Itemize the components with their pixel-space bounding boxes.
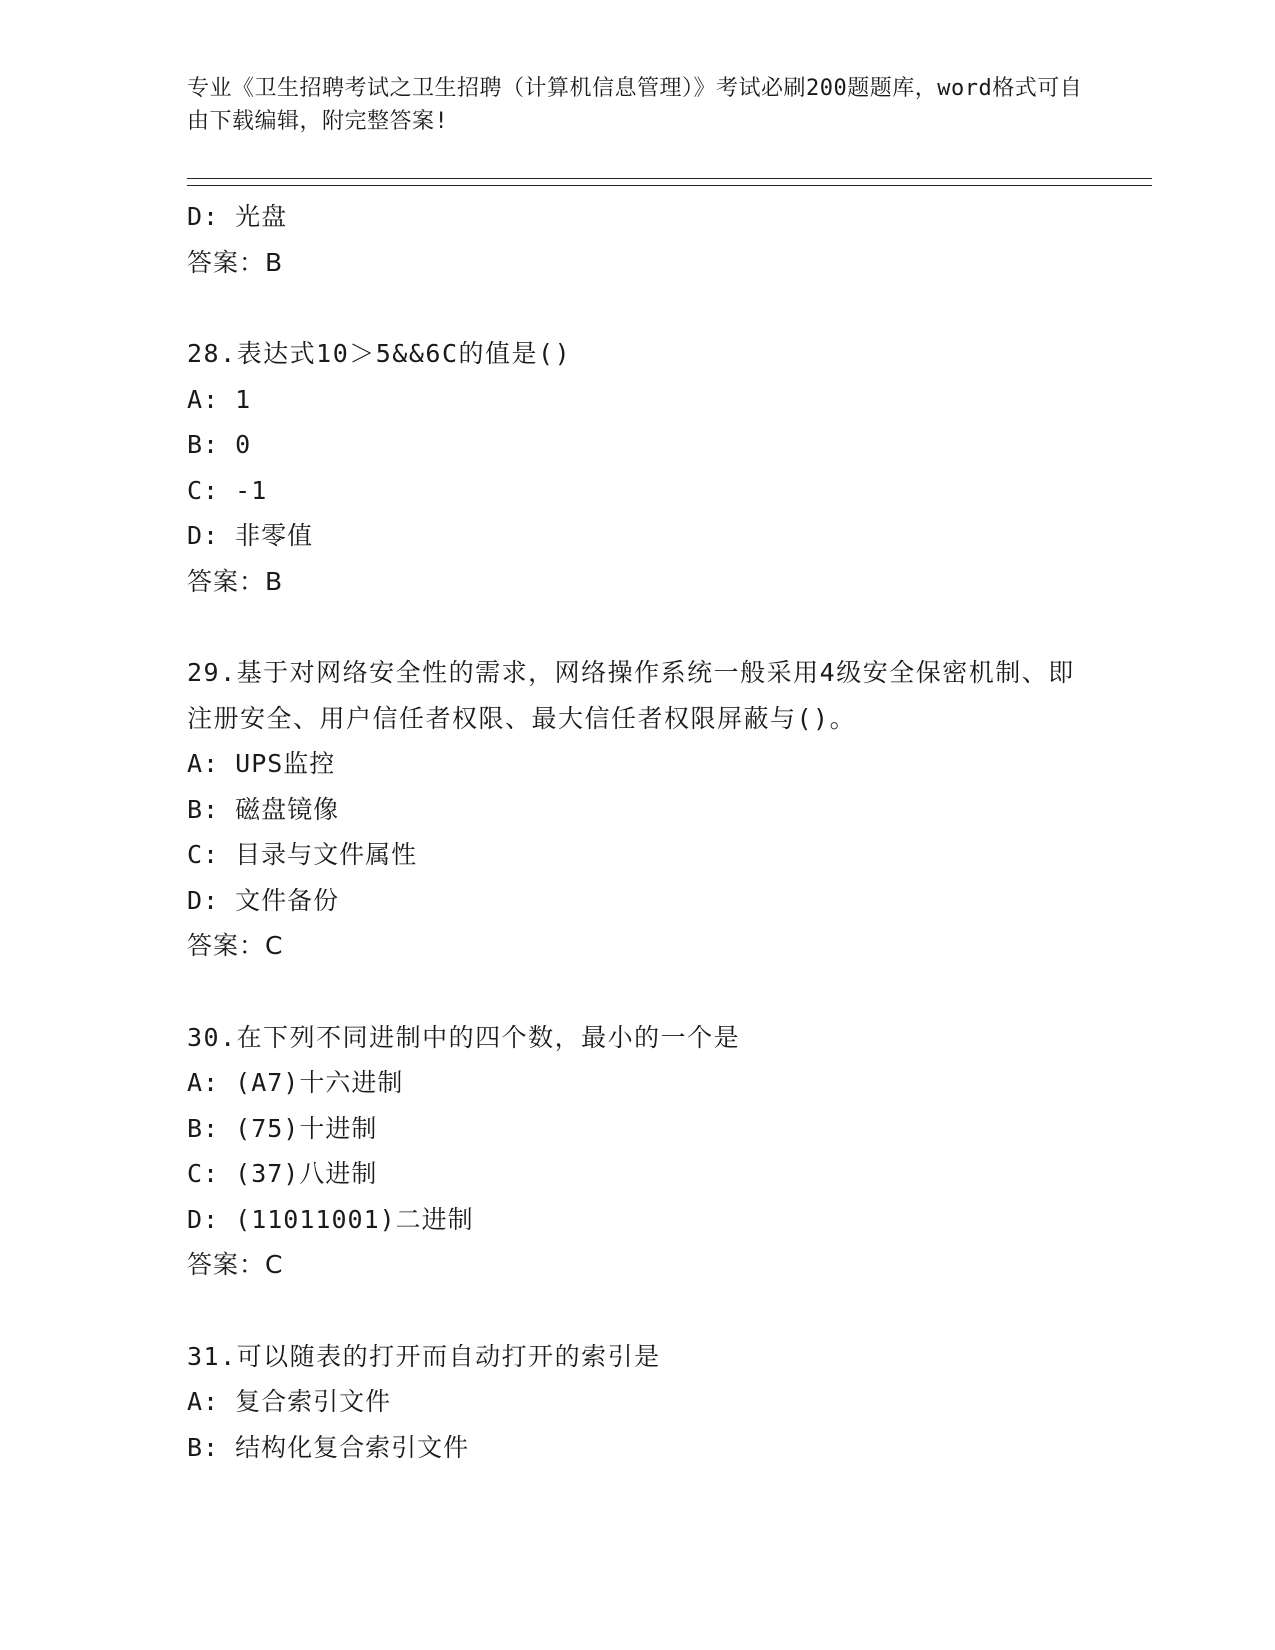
option-d: D: 文件备份 bbox=[187, 885, 340, 915]
document-header: 专业《卫生招聘考试之卫生招聘（计算机信息管理）》考试必刷200题题库，word格式可自由下载编辑，附完整答案! bbox=[187, 76, 1083, 134]
option-b: B: 磁盘镜像 bbox=[187, 794, 340, 824]
option-c: C: -1 bbox=[187, 475, 268, 505]
option-a: A: 复合索引文件 bbox=[187, 1387, 392, 1416]
header-divider bbox=[187, 178, 1152, 186]
option-d: D: 非零值 bbox=[187, 521, 314, 550]
option-c: C: 目录与文件属性 bbox=[187, 840, 418, 869]
answer: 答案：B bbox=[187, 247, 284, 277]
document-page bbox=[187, 72, 1152, 1470]
option-a: A: 1 bbox=[187, 384, 252, 414]
option-a: A: UPS监控 bbox=[187, 749, 336, 778]
option-d: D: 光盘 bbox=[187, 202, 288, 231]
option-b: B: (75)十进制 bbox=[187, 1113, 378, 1143]
question-31: 31.可以随表的打开而自动打开的索引是 bbox=[187, 1341, 661, 1371]
question-list bbox=[187, 194, 1152, 1470]
option-c: C: (37)八进制 bbox=[187, 1159, 378, 1188]
option-b: B: 结构化复合索引文件 bbox=[187, 1432, 470, 1462]
question-30: 30.在下列不同进制中的四个数，最小的一个是 bbox=[187, 1022, 741, 1052]
answer: 答案：C bbox=[187, 1250, 284, 1279]
answer: 答案：C bbox=[187, 931, 284, 960]
answer: 答案：B bbox=[187, 566, 284, 596]
option-d: D: (11011001)二进制 bbox=[187, 1204, 474, 1234]
option-b: B: 0 bbox=[187, 430, 252, 459]
question-28: 28.表达式10＞5&&6C的值是() bbox=[187, 339, 572, 368]
option-a: A: (A7)十六进制 bbox=[187, 1068, 404, 1097]
question-29: 29.基于对网络安全性的需求，网络操作系统一般采用4级安全保密机制、即注册安全、用户信任者权限、最大信任者权限屏蔽与()。 bbox=[187, 658, 1075, 733]
